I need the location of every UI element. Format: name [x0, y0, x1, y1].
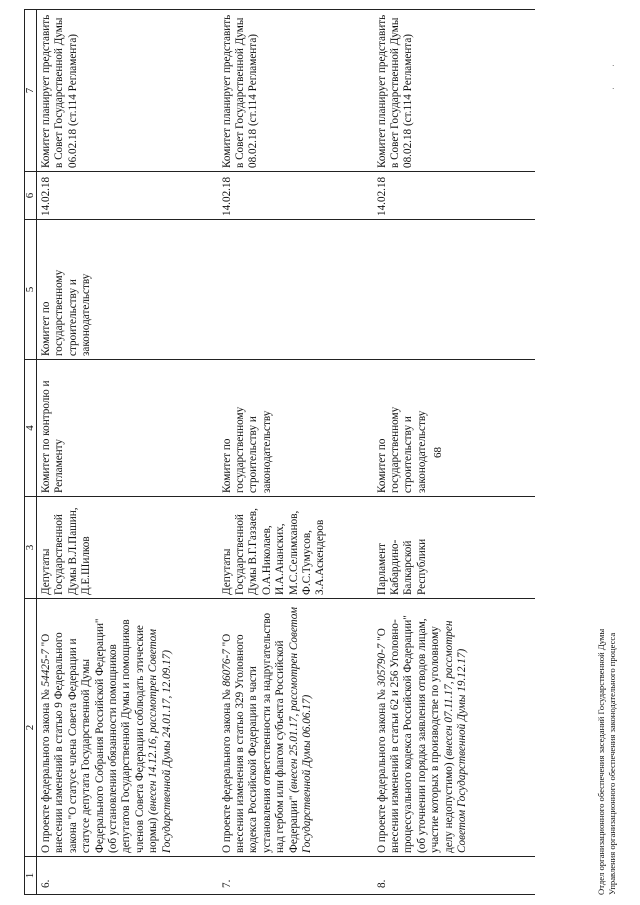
- bill-status: Комитет планирует представить в Совет Государственной Думы 08.02.18 (ст.114 Регламента): [220, 10, 375, 172]
- column-header: 7: [25, 10, 37, 172]
- bill-introduction: (внесен 07.11.17, рассмотрен Советом Государственной Думы 19.12.17): [442, 620, 468, 853]
- bill-sponsor: Депутаты Государственной Думы В.Г.Газзаев, О.А.Николаев, И.А.Ананских, М.С.Селимханов, Ф.С.Тумусов, З.А.Аскендеров: [220, 497, 375, 599]
- row-number: 7.: [220, 857, 375, 895]
- bill-sponsor: Депутаты Государственной Думы В.Л.Пашин, Д.Е.Шилков: [37, 497, 220, 599]
- bill-title-prefix: О проекте федерального закона №: [40, 686, 52, 853]
- bill-title-prefix: О проекте федерального закона №: [375, 686, 388, 853]
- bill-number: 305790-7: [375, 643, 388, 687]
- bill-description: [375, 599, 535, 857]
- bill-number: 86076-7: [220, 649, 233, 687]
- bill-title: "О внесении изменения в статью 329 Уголовного кодекса Российской Федерации в части установления ответственности за надругательство над гербом или флагом субъекта Российской Федерации": [220, 612, 300, 853]
- responsible-committee: Комитет по государственному строительству и законодательству: [375, 360, 535, 497]
- bill-number: 54425-7: [40, 649, 52, 687]
- column-header-row: [25, 10, 37, 895]
- bill-description: [220, 599, 375, 857]
- margin-mark: ·: [612, 62, 615, 70]
- deadline-date: 14.02.18: [37, 172, 220, 220]
- column-header: 4: [25, 360, 37, 497]
- bill-sponsor: Парламент Кабардино-Балкарской Республики: [375, 497, 535, 599]
- footer-line: Отдел организационного обеспечения заседаний Государственной Думы: [596, 628, 606, 895]
- responsible-committee: Комитет по государственному строительству и законодательству: [220, 360, 375, 497]
- column-header: 6: [25, 172, 37, 220]
- column-header: 3: [25, 497, 37, 599]
- bill-title-prefix: О проекте федерального закона №: [220, 686, 233, 853]
- margin-mark: ·: [612, 85, 615, 93]
- bills-table: [24, 9, 535, 895]
- bill-description: [37, 599, 220, 857]
- document-footer: [596, 629, 617, 895]
- bill-title: "О внесении изменений в статью 9 Федерального закона "О статусе члена Совета Федерации и статусе депутата Государственной Думы Федерального Собрания Российской Федерации" (об установлении обязанности помощников депутатов Государственной Думы и помощников членов Совета Федерации соблюдать этические нормы): [40, 618, 160, 853]
- bill-title: "О внесении изменений в статьи 62 и 256 Уголовно-процессуального кодекса Российской Федерации" (об уточнении порядка заявления отводов лицам, участие которых в производстве по уголовному делу недопустимо): [375, 615, 455, 853]
- bill-status: Комитет планирует представить в Совет Государственной Думы 06.02.18 (ст.114 Регламента): [37, 10, 220, 172]
- responsible-committee: Комитет по контролю и Регламенту: [37, 360, 220, 497]
- bill-status: Комитет планирует представить в Совет Государственной Думы 08.02.18 (ст.114 Регламента): [375, 10, 535, 172]
- table-row: [37, 10, 220, 895]
- table-row: [220, 10, 375, 895]
- deadline-date: 14.02.18: [220, 172, 375, 220]
- bill-introduction: (внесен 14.12.16, рассмотрен Советом Государственной Думы 24.01.17, 12.09.17): [147, 629, 173, 853]
- row-number: 6.: [37, 857, 220, 895]
- footer-line: Управления организационного обеспечения законодательного процесса: [606, 632, 617, 895]
- co-executor-committee: [375, 220, 535, 360]
- deadline-date: 14.02.18: [375, 172, 535, 220]
- row-number: 8.: [375, 857, 535, 895]
- co-executor-committee: [220, 220, 375, 360]
- bill-introduction: (внесен 25.01.17, рассмотрен Советом Государственной Думы 06.06.17): [287, 606, 313, 853]
- co-executor-committee: Комитет по государственному строительству и законодательству: [37, 220, 220, 360]
- column-header: 1: [25, 857, 37, 895]
- page-number: 68: [432, 447, 444, 458]
- column-header: 2: [25, 599, 37, 857]
- table-row: [375, 10, 535, 895]
- column-header: 5: [25, 220, 37, 360]
